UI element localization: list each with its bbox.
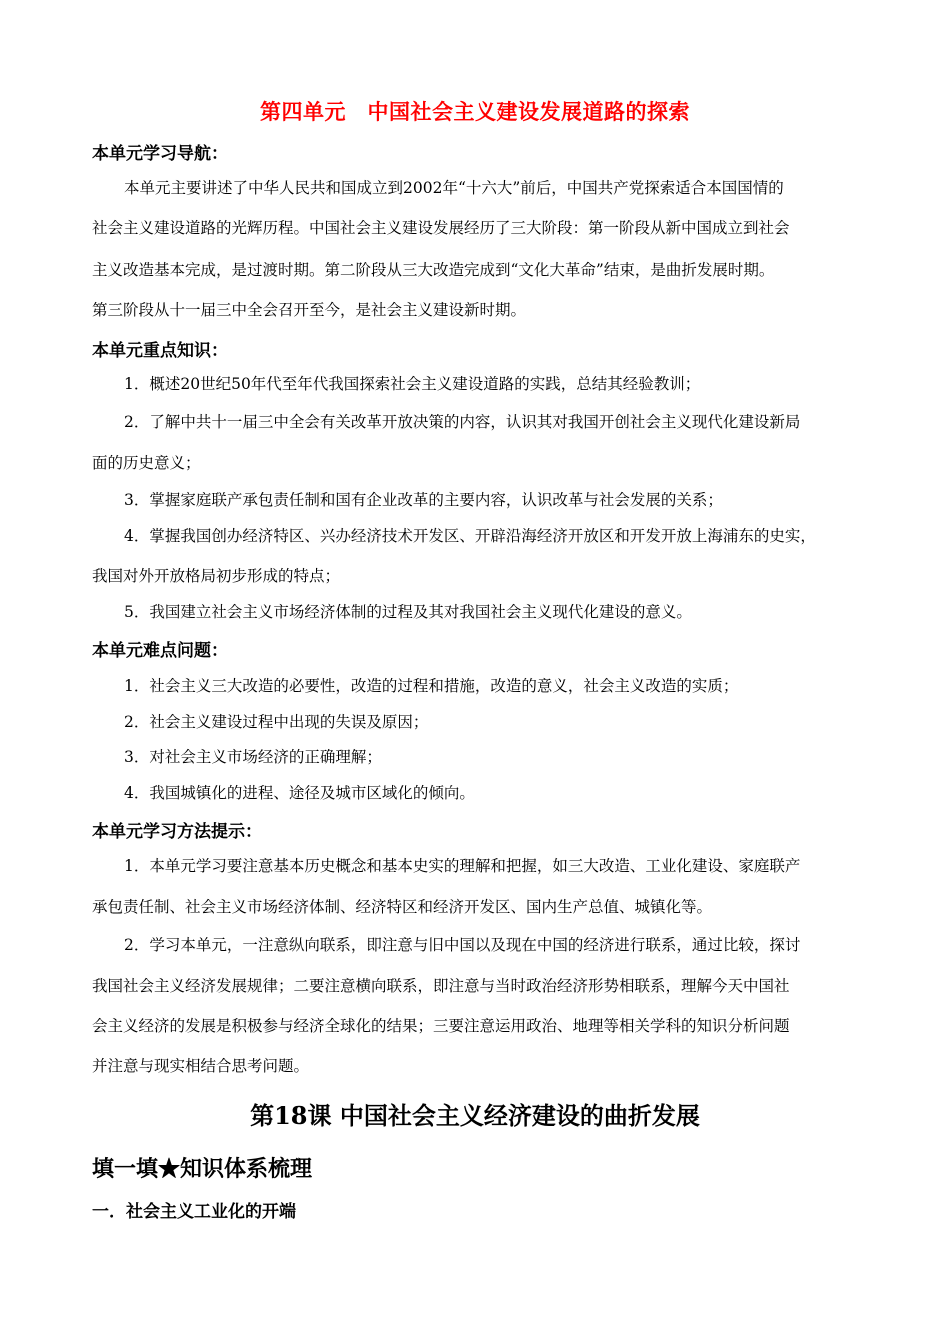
nav-line: 本单元主要讲述了中华人民共和国成立到2002年“十六大”前后，中国共产党探索适合本国国情的: [124, 179, 784, 197]
key-line: 2．了解中共十一届三中全会有关改革开放决策的内容，认识其对我国开创社会主义现代化建设新局: [124, 413, 801, 431]
difficult-heading: 本单元难点问题：: [92, 641, 228, 661]
subsection-title: 一．社会主义工业化的开端: [92, 1202, 296, 1222]
method-line: 并注意与现实相结合思考问题。: [92, 1057, 310, 1075]
lesson-title: 第18课 中国社会主义经济建设的曲折发展: [250, 1101, 700, 1130]
section-title: 填一填★知识体系梳理: [92, 1156, 313, 1182]
key-line: 3．掌握家庭联产承包责任制和国有企业改革的主要内容，认识改革与社会发展的关系；: [124, 491, 723, 509]
method-line: 会主义经济的发展是积极参与经济全球化的结果；三要注意运用政治、地理等相关学科的知识分析问题: [92, 1017, 790, 1035]
method-line: 我国社会主义经济发展规律；二要注意横向联系，即注意与当时政治经济形势相联系，理解今天中国社: [92, 977, 790, 995]
nav-line: 社会主义建设道路的光辉历程。中国社会主义建设发展经历了三大阶段：第一阶段从新中国成立到社会: [92, 219, 790, 237]
method-line: 2．学习本单元，一注意纵向联系，即注意与旧中国以及现在中国的经济进行联系，通过比较，探讨: [124, 936, 801, 954]
key-line: 5．我国建立社会主义市场经济体制的过程及其对我国社会主义现代化建设的意义。: [124, 603, 692, 621]
nav-line: 主义改造基本完成，是过渡时期。第二阶段从三大改造完成到“文化大革命”结束，是曲折发展时期。: [92, 261, 775, 279]
unit-title: 第四单元 中国社会主义建设发展道路的探索: [260, 99, 690, 124]
nav-heading: 本单元学习导航：: [92, 144, 228, 164]
difficult-line: 1．社会主义三大改造的必要性，改造的过程和措施，改造的意义，社会主义改造的实质；: [124, 677, 739, 695]
key-line: 1．概述20世纪50年代至年代我国探索社会主义建设道路的实践，总结其经验教训；: [124, 375, 701, 393]
key-heading: 本单元重点知识：: [92, 341, 228, 361]
nav-line: 第三阶段从十一届三中全会召开至今，是社会主义建设新时期。: [92, 301, 527, 319]
method-heading: 本单元学习方法提示：: [92, 822, 262, 842]
method-line: 1．本单元学习要注意基本历史概念和基本史实的理解和把握，如三大改造、工业化建设、家庭联产: [124, 857, 801, 875]
method-line: 承包责任制、社会主义市场经济体制、经济特区和经济开发区、国内生产总值、城镇化等。: [92, 898, 713, 916]
key-line: 我国对外开放格局初步形成的特点；: [92, 567, 341, 585]
difficult-line: 2．社会主义建设过程中出现的失误及原因；: [124, 713, 429, 731]
difficult-line: 3．对社会主义市场经济的正确理解；: [124, 748, 382, 766]
difficult-line: 4．我国城镇化的进程、途径及城市区域化的倾向。: [124, 784, 475, 802]
key-line: 面的历史意义；: [92, 454, 201, 472]
key-line: 4．掌握我国创办经济特区、兴办经济技术开发区、开辟沿海经济开放区和开发开放上海浦东的史实，: [124, 527, 816, 545]
